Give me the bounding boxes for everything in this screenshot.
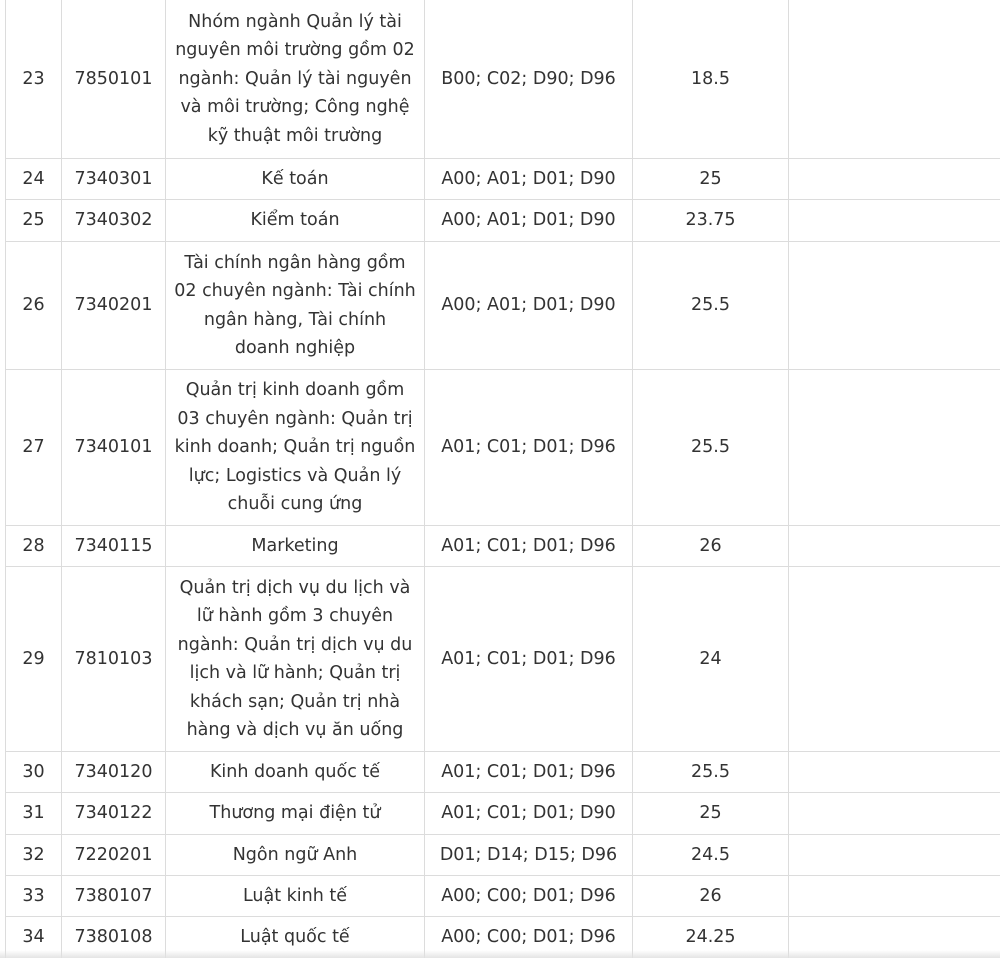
benchmark-score: 25.5 — [633, 370, 789, 526]
benchmark-score: 25 — [633, 793, 789, 835]
major-name: Tài chính ngân hàng gồm 02 chuyên ngành: Tài chính ngân hàng, Tài chính doanh nghiệp — [166, 242, 425, 370]
subject-combinations: A00; A01; D01; D90 — [425, 200, 633, 242]
note-cell — [789, 876, 1000, 917]
subject-combinations: A01; C01; D01; D96 — [425, 752, 633, 793]
major-code: 7380107 — [62, 876, 166, 917]
benchmark-score: 24.25 — [633, 917, 789, 958]
subject-combinations: B00; C02; D90; D96 — [425, 0, 633, 159]
major-code: 7340122 — [62, 793, 166, 835]
row-number: 24 — [6, 159, 62, 200]
subject-combinations: A01; C01; D01; D96 — [425, 526, 633, 567]
table-row — [6, 793, 1000, 835]
table-row — [6, 876, 1000, 917]
row-number: 27 — [6, 370, 62, 526]
benchmark-score: 26 — [633, 876, 789, 917]
major-name: Quản trị kinh doanh gồm 03 chuyên ngành: Quản trị kinh doanh; Quản trị nguồn lực; Logistics và Quản lý chuỗi cung ứng — [166, 370, 425, 526]
major-code: 7810103 — [62, 567, 166, 752]
row-number: 29 — [6, 567, 62, 752]
row-number: 25 — [6, 200, 62, 242]
note-cell — [789, 370, 1000, 526]
row-number: 34 — [6, 917, 62, 958]
note-cell — [789, 242, 1000, 370]
major-code: 7220201 — [62, 835, 166, 876]
benchmark-score: 25.5 — [633, 752, 789, 793]
major-name: Kiểm toán — [166, 200, 425, 242]
table-row — [6, 0, 1000, 159]
benchmark-score: 26 — [633, 526, 789, 567]
subject-combinations: A00; C00; D01; D96 — [425, 917, 633, 958]
subject-combinations: D01; D14; D15; D96 — [425, 835, 633, 876]
subject-combinations: A00; A01; D01; D90 — [425, 159, 633, 200]
major-name: Luật quốc tế — [166, 917, 425, 958]
major-name: Luật kinh tế — [166, 876, 425, 917]
major-code: 7340301 — [62, 159, 166, 200]
note-cell — [789, 0, 1000, 159]
note-cell — [789, 526, 1000, 567]
major-name: Thương mại điện tử — [166, 793, 425, 835]
subject-combinations: A01; C01; D01; D90 — [425, 793, 633, 835]
row-number: 26 — [6, 242, 62, 370]
table-row — [6, 242, 1000, 370]
major-code: 7340302 — [62, 200, 166, 242]
major-name: Quản trị dịch vụ du lịch và lữ hành gồm 3 chuyên ngành: Quản trị dịch vụ du lịch và lữ hành; Quản trị khách sạn; Quản trị nhà hàng và dịch vụ ăn uống — [166, 567, 425, 752]
note-cell — [789, 752, 1000, 793]
table-row — [6, 200, 1000, 242]
major-name: Kế toán — [166, 159, 425, 200]
major-name: Kinh doanh quốc tế — [166, 752, 425, 793]
table-row — [6, 835, 1000, 876]
row-number: 32 — [6, 835, 62, 876]
benchmark-score: 24 — [633, 567, 789, 752]
row-number: 31 — [6, 793, 62, 835]
major-code: 7380108 — [62, 917, 166, 958]
benchmark-score: 25.5 — [633, 242, 789, 370]
row-number: 33 — [6, 876, 62, 917]
benchmark-score: 18.5 — [633, 0, 789, 159]
note-cell — [789, 200, 1000, 242]
table-row — [6, 159, 1000, 200]
major-code: 7340201 — [62, 242, 166, 370]
table-row — [6, 370, 1000, 526]
major-code: 7340101 — [62, 370, 166, 526]
subject-combinations: A01; C01; D01; D96 — [425, 567, 633, 752]
subject-combinations: A00; A01; D01; D90 — [425, 242, 633, 370]
admission-score-table — [5, 0, 1000, 958]
major-code: 7340120 — [62, 752, 166, 793]
scroll-fade — [0, 950, 1000, 958]
table-row — [6, 752, 1000, 793]
benchmark-score: 25 — [633, 159, 789, 200]
note-cell — [789, 567, 1000, 752]
major-code: 7850101 — [62, 0, 166, 159]
subject-combinations: A01; C01; D01; D96 — [425, 370, 633, 526]
benchmark-score: 23.75 — [633, 200, 789, 242]
table-row — [6, 567, 1000, 752]
major-code: 7340115 — [62, 526, 166, 567]
note-cell — [789, 835, 1000, 876]
row-number: 28 — [6, 526, 62, 567]
row-number: 30 — [6, 752, 62, 793]
table-row — [6, 526, 1000, 567]
subject-combinations: A00; C00; D01; D96 — [425, 876, 633, 917]
major-name: Nhóm ngành Quản lý tài nguyên môi trường gồm 02 ngành: Quản lý tài nguyên và môi trường; Công nghệ kỹ thuật môi trường — [166, 0, 425, 159]
note-cell — [789, 159, 1000, 200]
row-number: 23 — [6, 0, 62, 159]
benchmark-score: 24.5 — [633, 835, 789, 876]
major-name: Ngôn ngữ Anh — [166, 835, 425, 876]
note-cell — [789, 793, 1000, 835]
major-name: Marketing — [166, 526, 425, 567]
